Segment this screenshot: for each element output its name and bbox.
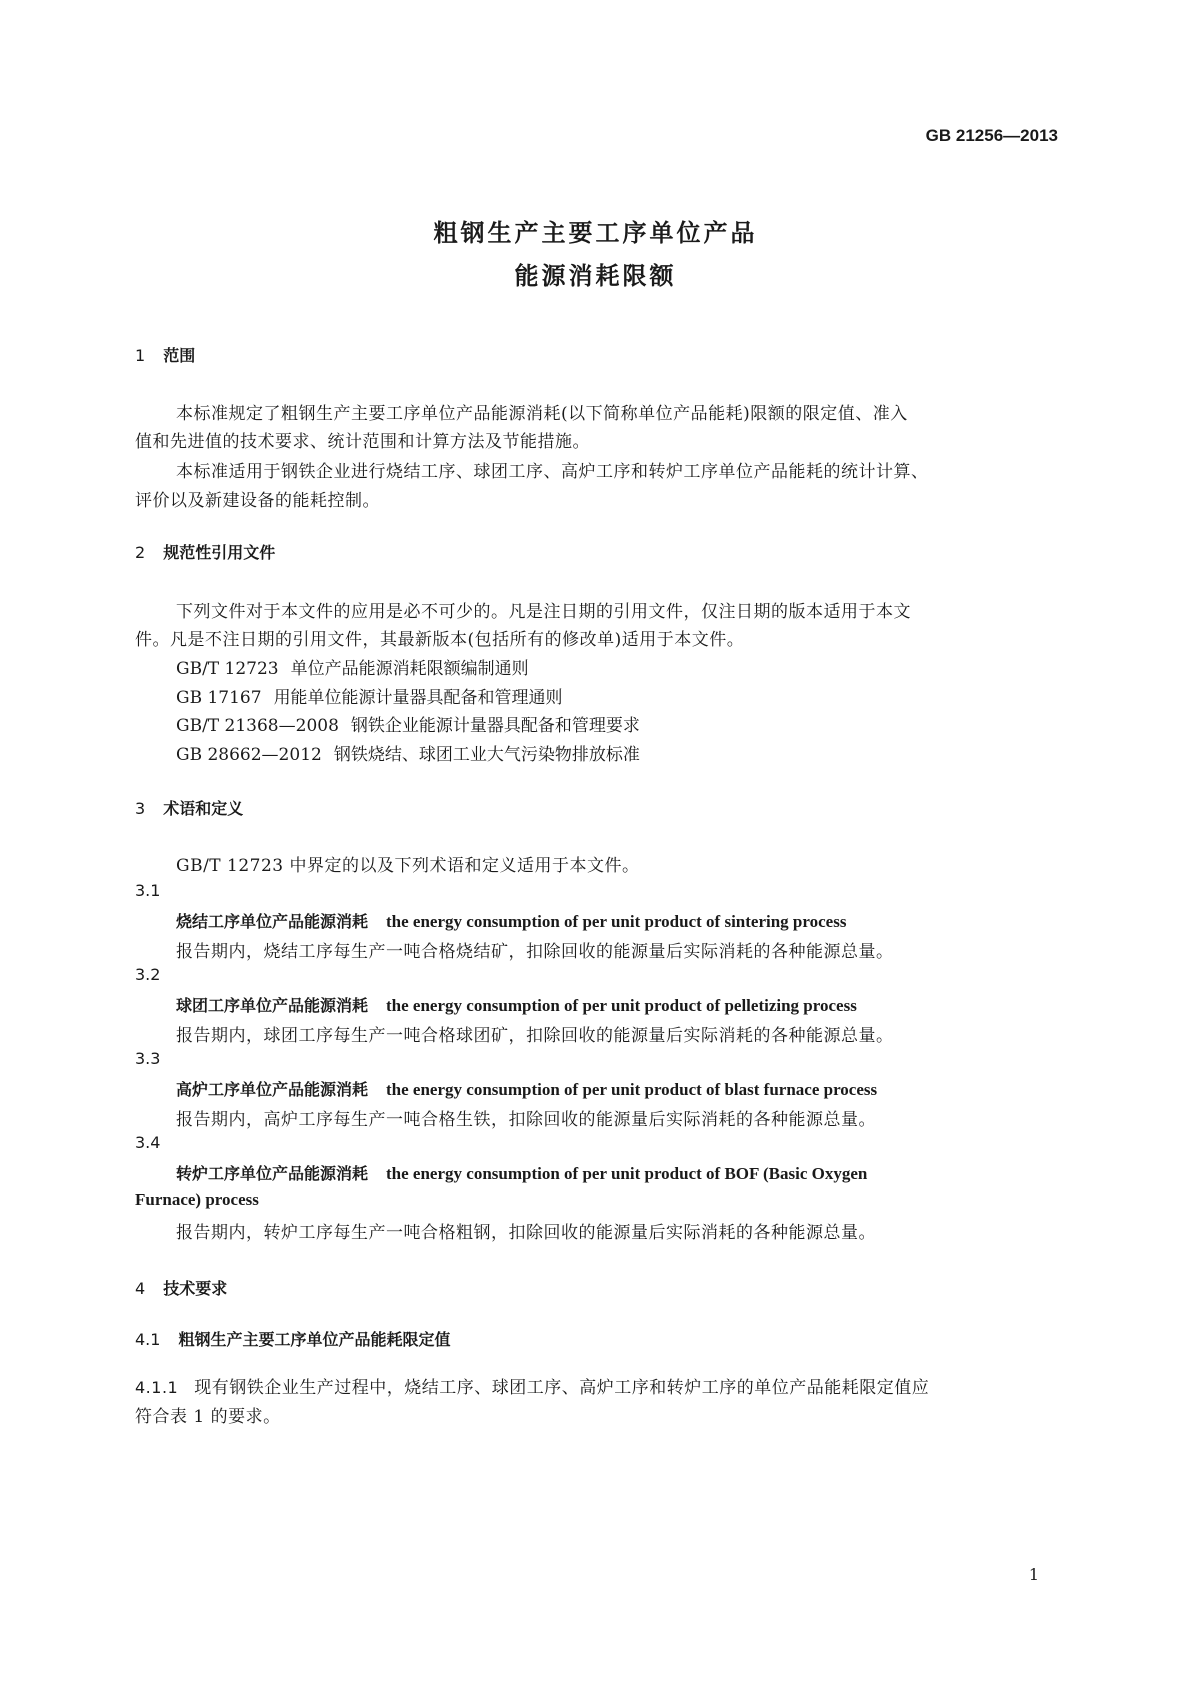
section-3-heading xyxy=(135,796,243,819)
reference-title: 钢铁企业能源计量器具配备和管理要求 xyxy=(350,716,640,736)
term-number: 3.4 xyxy=(135,1133,161,1152)
page-number: 1 xyxy=(1028,1565,1039,1584)
section-4-heading xyxy=(135,1276,227,1299)
paragraph: GB/T 12723 中界定的以及下列术语和定义适用于本文件。 xyxy=(176,856,640,876)
section-title: 规范性引用文件 xyxy=(163,543,276,562)
section-number: 3 xyxy=(135,799,146,818)
clause-number: 4.1.1 xyxy=(135,1378,179,1397)
paragraph: 本标准适用于钢铁企业进行烧结工序、球团工序、高炉工序和转炉工序单位产品能耗的统计计算、 xyxy=(176,462,929,482)
subsection-title: 粗钢生产主要工序单位产品能耗限定值 xyxy=(178,1330,451,1349)
section-title: 范围 xyxy=(163,346,196,365)
section-title: 技术要求 xyxy=(163,1279,228,1298)
term-en: the energy consumption of per unit product of BOF (Basic Oxygen xyxy=(386,1164,868,1183)
reference-code: GB/T 12723 xyxy=(176,659,279,679)
paragraph: 符合表 1 的要求。 xyxy=(135,1407,281,1427)
subsection-heading xyxy=(135,1327,450,1350)
term-en: the energy consumption of per unit product of pelletizing process xyxy=(386,996,857,1015)
term-definition: 报告期内，烧结工序每生产一吨合格烧结矿，扣除回收的能源量后实际消耗的各种能源总量。 xyxy=(176,942,894,962)
term-zh: 高炉工序单位产品能源消耗 xyxy=(176,1080,369,1099)
section-title: 术语和定义 xyxy=(163,799,244,818)
document-title-line2: 能源消耗限额 xyxy=(514,262,677,290)
section-2-heading xyxy=(135,540,275,563)
term-title xyxy=(176,1161,867,1184)
clause-text: 现有钢铁企业生产过程中，烧结工序、球团工序、高炉工序和转炉工序的单位产品能耗限定值应 xyxy=(194,1378,930,1398)
reference-item xyxy=(176,740,640,765)
term-definition: 报告期内，球团工序每生产一吨合格球团矿，扣除回收的能源量后实际消耗的各种能源总量。 xyxy=(176,1026,894,1046)
term-title xyxy=(176,1077,877,1100)
document-title-line1: 粗钢生产主要工序单位产品 xyxy=(433,219,758,247)
term-zh: 球团工序单位产品能源消耗 xyxy=(176,996,369,1015)
term-number: 3.2 xyxy=(135,965,161,984)
reference-code: GB/T 21368—2008 xyxy=(176,716,339,736)
reference-title: 用能单位能源计量器具配备和管理通则 xyxy=(273,688,563,708)
term-number: 3.3 xyxy=(135,1049,161,1068)
term-title xyxy=(176,993,857,1016)
standard-number: GB 21256—2013 xyxy=(925,126,1058,145)
reference-item xyxy=(176,711,640,736)
term-en-continued: Furnace) process xyxy=(135,1190,259,1209)
section-1-heading xyxy=(135,343,195,366)
section-number: 2 xyxy=(135,543,146,562)
paragraph: 下列文件对于本文件的应用是必不可少的。凡是注日期的引用文件，仅注日期的版本适用于本文 xyxy=(176,602,911,622)
term-number: 3.1 xyxy=(135,881,161,900)
reference-title: 单位产品能源消耗限额编制通则 xyxy=(290,659,529,679)
paragraph: 本标准规定了粗钢生产主要工序单位产品能源消耗(以下简称单位产品能耗)限额的限定值、准入 xyxy=(176,404,908,424)
term-zh: 转炉工序单位产品能源消耗 xyxy=(176,1164,369,1183)
reference-code: GB 28662—2012 xyxy=(176,745,322,765)
clause-item xyxy=(135,1373,929,1398)
reference-item xyxy=(176,654,529,679)
paragraph: 值和先进值的技术要求、统计范围和计算方法及节能措施。 xyxy=(135,432,590,452)
section-number: 4 xyxy=(135,1279,146,1298)
term-definition: 报告期内，高炉工序每生产一吨合格生铁，扣除回收的能源量后实际消耗的各种能源总量。 xyxy=(176,1110,876,1130)
term-title xyxy=(176,909,846,932)
paragraph: 评价以及新建设备的能耗控制。 xyxy=(135,491,380,511)
paragraph: 件。凡是不注日期的引用文件，其最新版本(包括所有的修改单)适用于本文件。 xyxy=(135,630,745,650)
term-definition: 报告期内，转炉工序每生产一吨合格粗钢，扣除回收的能源量后实际消耗的各种能源总量。 xyxy=(176,1223,876,1243)
term-zh: 烧结工序单位产品能源消耗 xyxy=(176,912,369,931)
subsection-number: 4.1 xyxy=(135,1330,161,1349)
term-en: the energy consumption of per unit product of blast furnace process xyxy=(386,1080,878,1099)
term-en: the energy consumption of per unit product of sintering process xyxy=(386,912,847,931)
section-number: 1 xyxy=(135,346,146,365)
term-title-continued xyxy=(135,1190,259,1210)
reference-title: 钢铁烧结、球团工业大气污染物排放标准 xyxy=(333,745,640,765)
reference-code: GB 17167 xyxy=(176,688,262,708)
reference-item xyxy=(176,683,563,708)
